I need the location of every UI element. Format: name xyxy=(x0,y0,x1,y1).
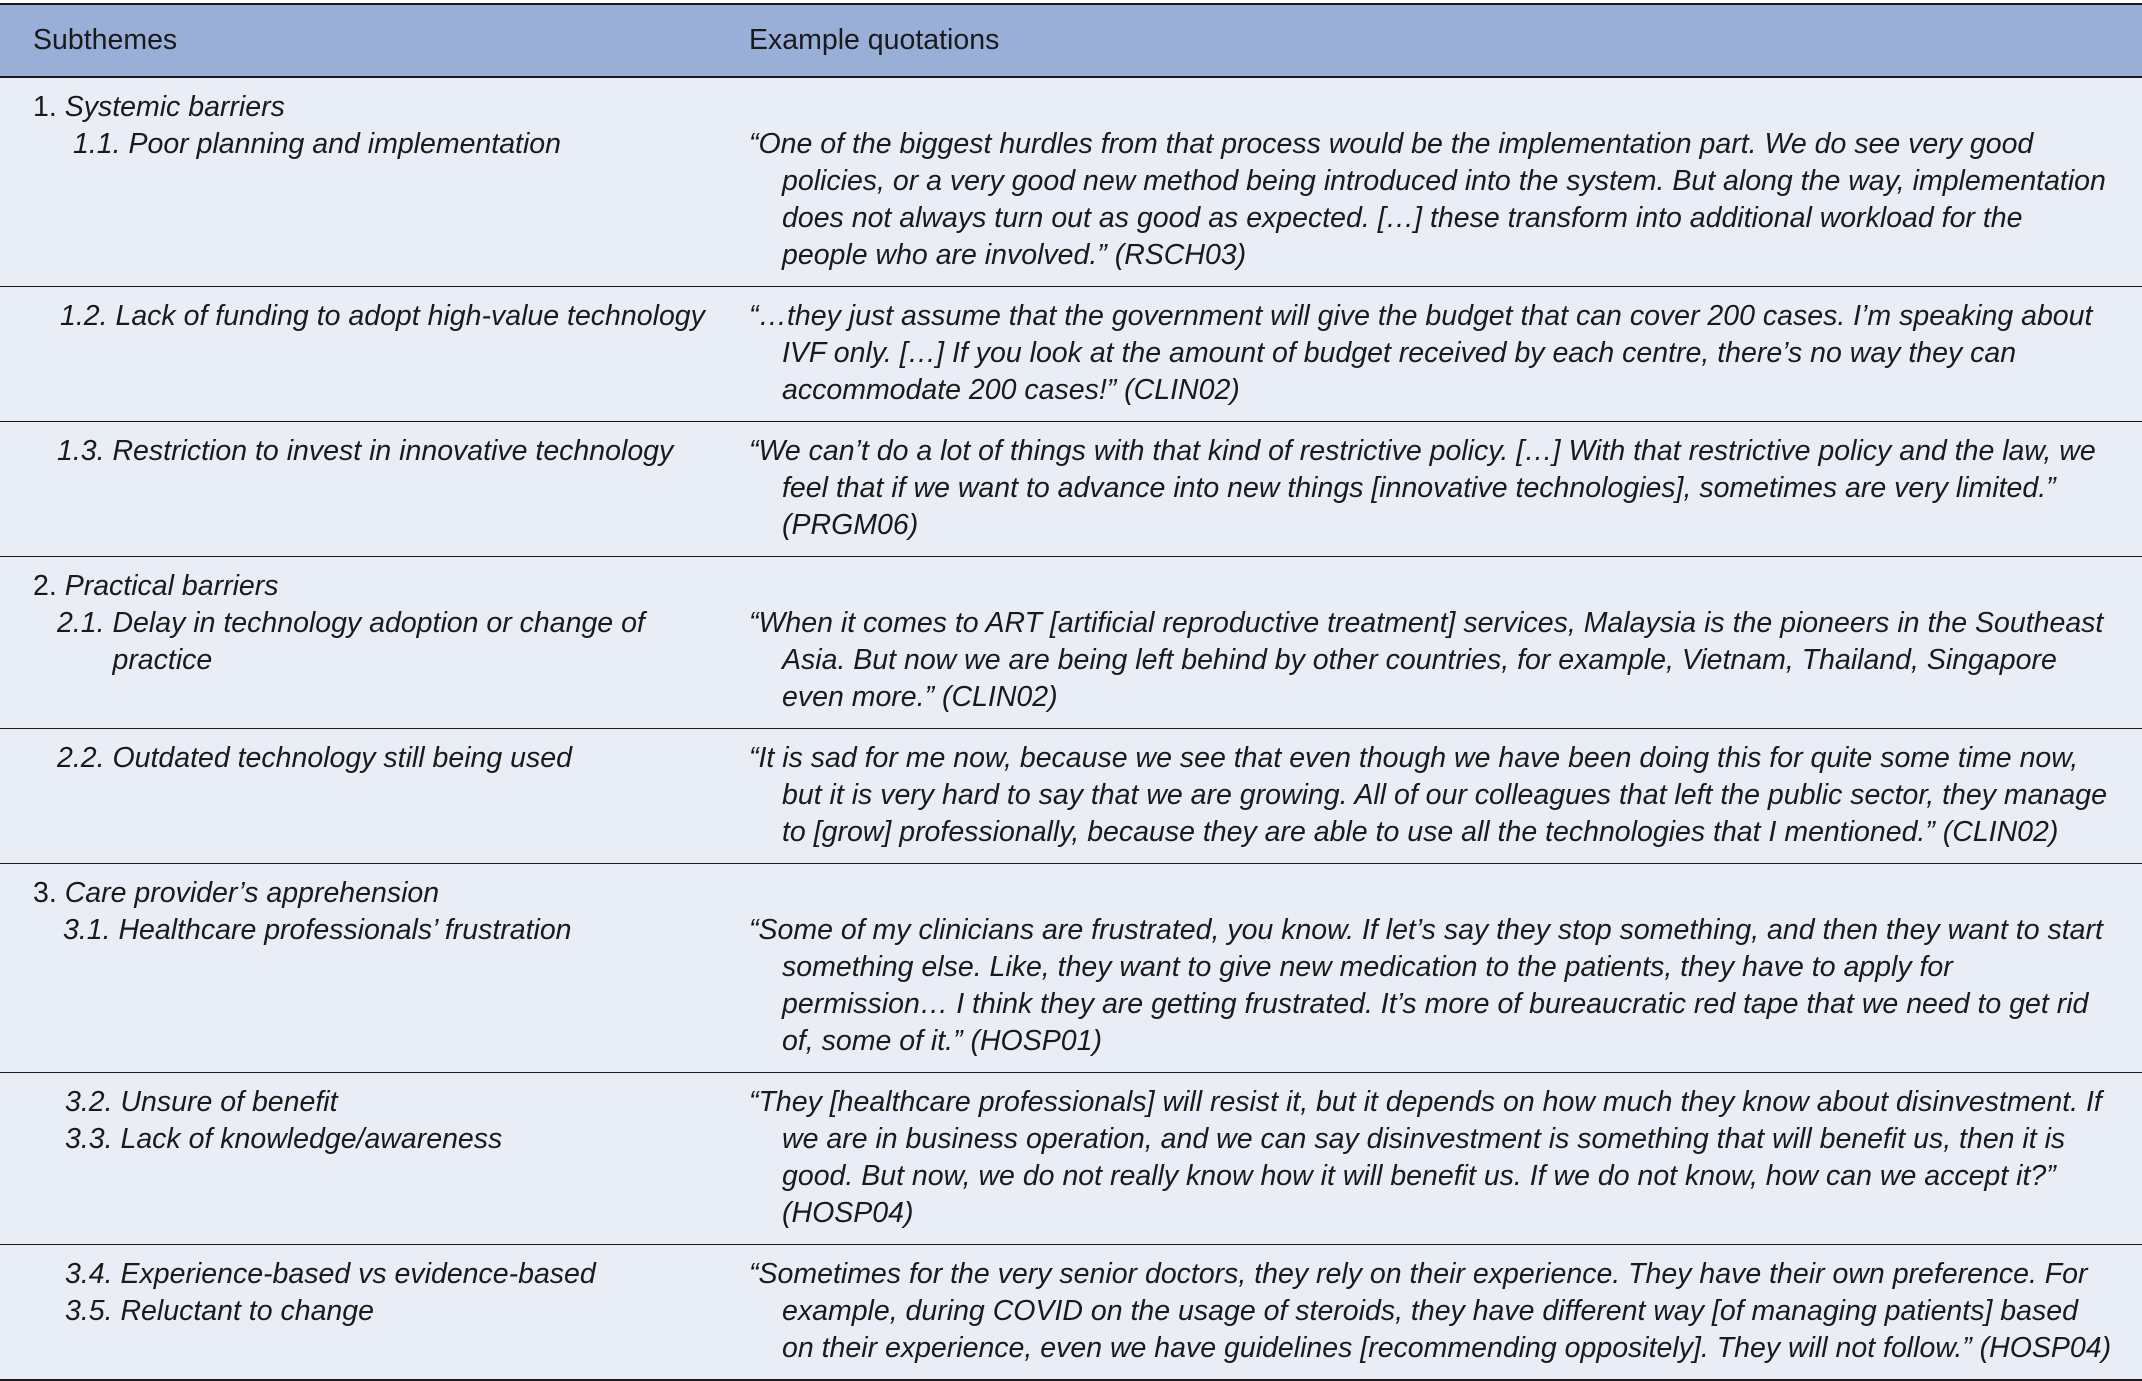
quotation-text: “One of the biggest hurdles from that process would be the implementation part. We do see very good policies, or a very good new method being introduced into the system. But along the way, implementation does not always turn out as good as expected. […] these transform into additional workload for the people who are involved.” (RSCH03) xyxy=(749,128,2106,271)
subtheme-cell xyxy=(0,77,715,287)
subtheme-cell xyxy=(0,1073,715,1245)
quotation-cell xyxy=(715,729,2142,864)
quotation-text: “Sometimes for the very senior doctors, they rely on their experience. They have their own preference. For example, during COVID on the usage of steroids, they have different way [of managing patients] based on their experience, even we have guidelines [recommending oppositely]. They will not follow.” (HOSP04) xyxy=(749,1258,2112,1364)
subtheme-cell xyxy=(0,1245,715,1381)
subtheme-cell xyxy=(0,557,715,729)
subtheme-item: 1.2. Lack of funding to adopt high-value technology xyxy=(60,300,705,332)
quotation-cell xyxy=(715,1245,2142,1381)
subtheme-cell xyxy=(0,729,715,864)
table-row xyxy=(0,77,2142,287)
quotation-text: “…they just assume that the government will give the budget that can cover 200 cases. I’m speaking about IVF only. […] If you look at the amount of budget received by each centre, there’s no way they can accommodate 200 cases!” (CLIN02) xyxy=(749,300,2093,406)
table-row xyxy=(0,422,2142,557)
quotation-text: “They [healthcare professionals] will resist it, but it depends on how much they know about disinvestment. If we are in business operation, and we can say disinvestment is something that will benefit us, then it is good. But now, we do not really know how it will benefit us. If we do not know, how can we accept it?” (HOSP04) xyxy=(749,1086,2102,1229)
subtheme-cell xyxy=(0,422,715,557)
quotation-text: “Some of my clinicians are frustrated, you know. If let’s say they stop something, and then they want to start something else. Like, they want to give new medication to the patients, they have to apply for permission… I think they are getting frustrated. It’s more of bureaucratic red tape that we need to get rid of, some of it.” (HOSP01) xyxy=(749,914,2103,1057)
table-row xyxy=(0,557,2142,729)
subtheme-cell xyxy=(0,864,715,1073)
subtheme-item: 3.1. Healthcare professionals’ frustration xyxy=(63,914,572,946)
subtheme-item: 3.2. Unsure of benefit xyxy=(65,1086,338,1118)
subtheme-item: 2.2. Outdated technology still being used xyxy=(57,742,572,774)
quotation-text: “When it comes to ART [artificial reproductive treatment] services, Malaysia is the pioneers in the Southeast Asia. But now we are being left behind by other countries, for example, Vietnam, Thailand, Singapore even more.” (CLIN02) xyxy=(749,607,2104,713)
table-row xyxy=(0,729,2142,864)
subtheme-item: 3.4. Experience-based vs evidence-based xyxy=(65,1258,596,1290)
subtheme-item: 1.3. Restriction to invest in innovative technology xyxy=(57,435,674,467)
header-example-quotations: Example quotations xyxy=(715,4,2142,77)
table-row xyxy=(0,1073,2142,1245)
theme-heading: 2. Practical barriers xyxy=(33,570,279,602)
subthemes-quotations-table xyxy=(0,3,2142,1381)
subtheme-cell xyxy=(0,287,715,422)
subtheme-item: 1.1. Poor planning and implementation xyxy=(73,128,562,160)
theme-heading: 1. Systemic barriers xyxy=(33,91,285,123)
quotation-cell xyxy=(715,77,2142,287)
quotation-cell xyxy=(715,287,2142,422)
theme-heading: 3. Care provider’s apprehension xyxy=(33,877,440,909)
header-subthemes: Subthemes xyxy=(0,4,715,77)
table-row xyxy=(0,1245,2142,1381)
table-header-row xyxy=(0,4,2142,77)
quotation-cell xyxy=(715,1073,2142,1245)
table-row xyxy=(0,287,2142,422)
quotation-cell xyxy=(715,864,2142,1073)
quotation-cell xyxy=(715,557,2142,729)
quotation-text: “It is sad for me now, because we see that even though we have been doing this for quite some time now, but it is very hard to say that we are growing. All of our colleagues that left the public sector, they manage to [grow] professionally, because they are able to use all the technologies that I mentioned.” (CLIN02) xyxy=(749,742,2107,848)
subtheme-item: 3.3. Lack of knowledge/awareness xyxy=(65,1123,503,1155)
quotation-text: “We can’t do a lot of things with that kind of restrictive policy. […] With that restrictive policy and the law, we feel that if we want to advance into new things [innovative technologies], sometimes are very limited.” (PRGM06) xyxy=(749,435,2096,541)
table-row xyxy=(0,864,2142,1073)
quotation-cell xyxy=(715,422,2142,557)
subtheme-item: 2.1. Delay in technology adoption or change of practice xyxy=(57,607,645,676)
quotations-table-container xyxy=(0,3,2142,1381)
subtheme-item: 3.5. Reluctant to change xyxy=(65,1295,374,1327)
